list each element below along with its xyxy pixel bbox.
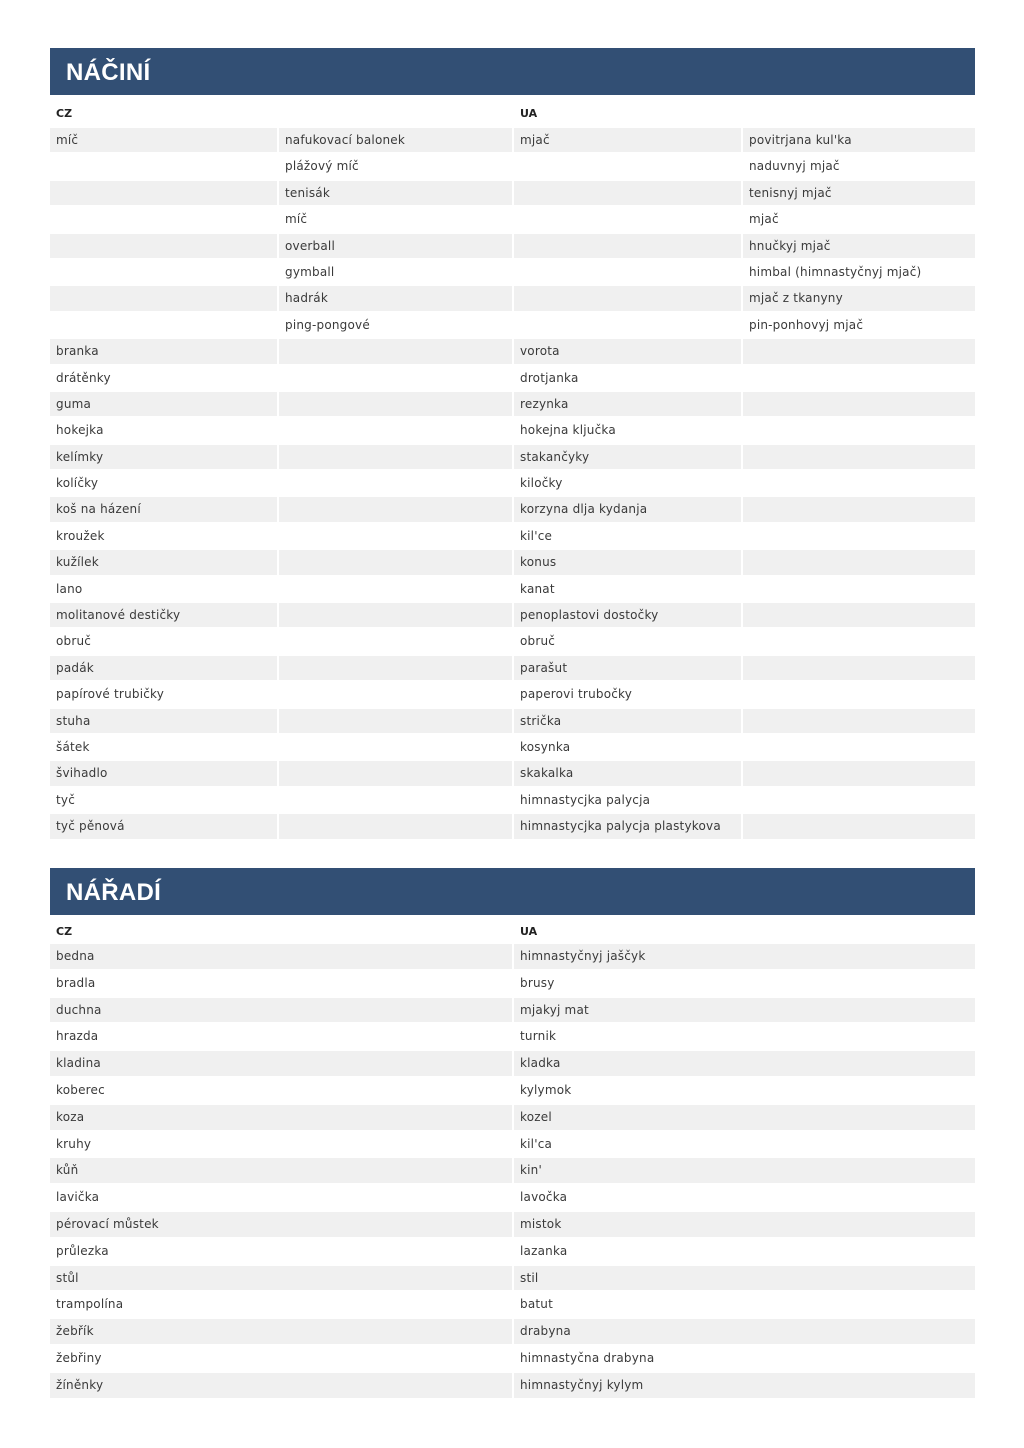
column-header-cz: CZ bbox=[56, 107, 73, 120]
column-header-row bbox=[50, 95, 975, 127]
cz-term bbox=[50, 286, 277, 310]
cz-term: žíněnky bbox=[50, 1373, 512, 1398]
ua-subterm bbox=[743, 761, 975, 785]
cz-term: lavička bbox=[56, 1190, 100, 1205]
ua-subterm bbox=[743, 366, 975, 390]
cz-term: stuha bbox=[50, 709, 277, 733]
cz-term bbox=[50, 207, 277, 231]
cz-subterm: míč bbox=[285, 212, 308, 227]
table-row bbox=[50, 444, 975, 470]
cz-subterm bbox=[279, 682, 512, 706]
ua-subterm bbox=[743, 339, 975, 363]
cz-subterm: overball bbox=[279, 234, 512, 258]
cz-term: guma bbox=[50, 392, 277, 416]
cz-term: tyč pěnová bbox=[50, 814, 277, 838]
vocab-table bbox=[50, 127, 975, 840]
cz-term: kolíčky bbox=[56, 476, 99, 491]
ua-term: skakalka bbox=[514, 761, 741, 785]
cz-term: padák bbox=[50, 656, 277, 680]
ua-term: himnastyčnyj kylym bbox=[514, 1373, 975, 1398]
cz-subterm: tenisák bbox=[279, 181, 512, 205]
table-row bbox=[50, 602, 975, 628]
cz-subterm bbox=[279, 339, 512, 363]
table-row bbox=[50, 1184, 975, 1211]
cz-term: koberec bbox=[56, 1082, 105, 1097]
table-row bbox=[50, 496, 975, 522]
ua-term: mistok bbox=[514, 1212, 975, 1237]
cz-term: koza bbox=[50, 1105, 512, 1130]
cz-term: žebřík bbox=[50, 1319, 512, 1344]
table-row bbox=[50, 1238, 975, 1265]
ua-term: kladka bbox=[514, 1051, 975, 1076]
cz-subterm bbox=[279, 788, 512, 812]
cz-term: trampolína bbox=[56, 1297, 124, 1312]
ua-subterm: povitrjana kul'ka bbox=[743, 128, 975, 152]
ua-subterm bbox=[743, 497, 975, 521]
ua-term bbox=[514, 234, 741, 258]
cz-term: bradla bbox=[56, 975, 96, 990]
ua-subterm bbox=[743, 735, 975, 759]
cz-subterm: plážový míč bbox=[285, 159, 359, 174]
section-title: NÁČINÍ bbox=[50, 48, 975, 95]
ua-term: himnastycjka palycja bbox=[520, 792, 651, 807]
table-row bbox=[50, 681, 975, 707]
cz-term bbox=[50, 154, 277, 178]
ua-subterm: pin-ponhovyj mjač bbox=[749, 317, 864, 332]
ua-term: konus bbox=[514, 550, 741, 574]
cz-subterm bbox=[279, 761, 512, 785]
table-row bbox=[50, 1291, 975, 1318]
cz-term: kladina bbox=[50, 1051, 512, 1076]
cz-term: kelímky bbox=[50, 445, 277, 469]
cz-subterm bbox=[279, 392, 512, 416]
ua-term: drotjanka bbox=[520, 370, 579, 385]
cz-subterm bbox=[279, 471, 512, 495]
cz-term: lano bbox=[56, 581, 83, 596]
table-row bbox=[50, 338, 975, 364]
ua-subterm bbox=[743, 629, 975, 653]
ua-term: turnik bbox=[520, 1029, 557, 1044]
table-row bbox=[50, 1211, 975, 1238]
ua-term bbox=[514, 181, 741, 205]
ua-term: hokejna ključka bbox=[520, 423, 616, 438]
cz-term: papírové trubičky bbox=[56, 687, 165, 702]
ua-term: kin' bbox=[514, 1158, 975, 1183]
ua-term bbox=[514, 260, 741, 284]
ua-subterm bbox=[743, 603, 975, 627]
cz-term: kužílek bbox=[50, 550, 277, 574]
ua-subterm bbox=[743, 392, 975, 416]
table-row bbox=[50, 1318, 975, 1345]
ua-term: mjakyj mat bbox=[514, 998, 975, 1023]
ua-term: kosynka bbox=[520, 739, 571, 754]
ua-subterm bbox=[743, 577, 975, 601]
cz-term: kroužek bbox=[56, 528, 105, 543]
cz-subterm bbox=[279, 709, 512, 733]
ua-term: batut bbox=[520, 1297, 553, 1312]
ua-term: brusy bbox=[520, 975, 555, 990]
cz-term: drátěnky bbox=[56, 370, 111, 385]
ua-term bbox=[514, 286, 741, 310]
table-row bbox=[50, 1345, 975, 1372]
cz-subterm bbox=[279, 524, 512, 548]
cz-term: hokejka bbox=[56, 423, 104, 438]
ua-term: kil'ca bbox=[520, 1136, 553, 1151]
cz-term: pérovací můstek bbox=[50, 1212, 512, 1237]
table-row bbox=[50, 549, 975, 575]
cz-subterm: gymball bbox=[285, 264, 335, 279]
ua-term: vorota bbox=[514, 339, 741, 363]
ua-subterm bbox=[743, 814, 975, 838]
table-row bbox=[50, 628, 975, 654]
ua-subterm: himbal (himnastyčnyj mjač) bbox=[749, 264, 922, 279]
ua-subterm: mjač z tkanyny bbox=[743, 286, 975, 310]
ua-term bbox=[514, 154, 741, 178]
cz-term: míč bbox=[50, 128, 277, 152]
ua-term: himnastycjka palycja plastykova bbox=[514, 814, 741, 838]
ua-term bbox=[514, 313, 741, 337]
cz-subterm bbox=[279, 656, 512, 680]
section-naciní bbox=[50, 48, 975, 840]
table-row bbox=[50, 312, 975, 338]
column-header-cz: CZ bbox=[56, 925, 73, 938]
table-row bbox=[50, 391, 975, 417]
ua-term: himnastyčnyj jaščyk bbox=[514, 944, 975, 969]
cz-subterm bbox=[279, 550, 512, 574]
cz-subterm bbox=[279, 603, 512, 627]
ua-term: korzyna dlja kydanja bbox=[514, 497, 741, 521]
table-row bbox=[50, 523, 975, 549]
ua-term: lavočka bbox=[520, 1190, 568, 1205]
cz-term: koš na házení bbox=[50, 497, 277, 521]
cz-subterm bbox=[279, 497, 512, 521]
ua-term: kylymok bbox=[520, 1082, 572, 1097]
ua-term: obruč bbox=[520, 634, 556, 649]
cz-term: kruhy bbox=[56, 1136, 92, 1151]
cz-term: duchna bbox=[50, 998, 512, 1023]
ua-subterm bbox=[743, 656, 975, 680]
ua-term: kil'ce bbox=[520, 528, 553, 543]
ua-term: kanat bbox=[520, 581, 555, 596]
column-header-ua: UA bbox=[520, 925, 538, 938]
ua-subterm: naduvnyj mjač bbox=[749, 159, 840, 174]
table-row bbox=[50, 1077, 975, 1104]
cz-subterm bbox=[279, 445, 512, 469]
cz-term: žebřiny bbox=[56, 1350, 102, 1365]
cz-term bbox=[50, 181, 277, 205]
ua-subterm bbox=[743, 445, 975, 469]
ua-subterm bbox=[743, 471, 975, 495]
table-row bbox=[50, 1104, 975, 1131]
cz-term: hrazda bbox=[56, 1029, 99, 1044]
cz-term: obruč bbox=[56, 634, 92, 649]
ua-term: drabyna bbox=[514, 1319, 975, 1344]
table-row bbox=[50, 1050, 975, 1077]
table-row bbox=[50, 180, 975, 206]
table-row bbox=[50, 813, 975, 839]
table-row bbox=[50, 760, 975, 786]
cz-subterm: nafukovací balonek bbox=[279, 128, 512, 152]
section-naradi bbox=[50, 868, 975, 1399]
table-row bbox=[50, 943, 975, 970]
column-header-ua: UA bbox=[520, 107, 538, 120]
table-row bbox=[50, 470, 975, 496]
ua-term: stil bbox=[514, 1266, 975, 1291]
cz-term bbox=[50, 313, 277, 337]
table-row bbox=[50, 285, 975, 311]
table-row bbox=[50, 127, 975, 153]
cz-term: šátek bbox=[56, 739, 90, 754]
ua-subterm bbox=[743, 418, 975, 442]
cz-subterm bbox=[279, 366, 512, 390]
cz-term: molitanové destičky bbox=[50, 603, 277, 627]
cz-term: tyč bbox=[56, 792, 76, 807]
table-row bbox=[50, 655, 975, 681]
cz-subterm bbox=[279, 814, 512, 838]
section-title: NÁŘADÍ bbox=[50, 868, 975, 915]
ua-subterm bbox=[743, 709, 975, 733]
table-row bbox=[50, 576, 975, 602]
ua-term: mjač bbox=[514, 128, 741, 152]
ua-term: himnastyčna drabyna bbox=[520, 1350, 655, 1365]
table-row bbox=[50, 1023, 975, 1050]
cz-subterm bbox=[279, 629, 512, 653]
ua-term: rezynka bbox=[514, 392, 741, 416]
cz-term: kůň bbox=[50, 1158, 512, 1183]
table-row bbox=[50, 708, 975, 734]
ua-subterm bbox=[743, 682, 975, 706]
table-row bbox=[50, 153, 975, 179]
table-row bbox=[50, 1157, 975, 1184]
cz-subterm: hadrák bbox=[279, 286, 512, 310]
ua-term: parašut bbox=[514, 656, 741, 680]
ua-term: lazanka bbox=[520, 1243, 568, 1258]
ua-term: stakančyky bbox=[514, 445, 741, 469]
cz-term: stůl bbox=[50, 1266, 512, 1291]
table-row bbox=[50, 970, 975, 997]
ua-subterm bbox=[743, 550, 975, 574]
cz-subterm bbox=[279, 418, 512, 442]
ua-term bbox=[514, 207, 741, 231]
cz-term: branka bbox=[50, 339, 277, 363]
cz-subterm bbox=[279, 577, 512, 601]
cz-term: švihadlo bbox=[50, 761, 277, 785]
ua-term: strička bbox=[514, 709, 741, 733]
cz-term bbox=[50, 260, 277, 284]
table-row bbox=[50, 734, 975, 760]
ua-term: paperovi trubočky bbox=[520, 687, 633, 702]
cz-term: bedna bbox=[50, 944, 512, 969]
table-row bbox=[50, 206, 975, 232]
column-header-row bbox=[50, 915, 975, 943]
ua-term: penoplastovi dostočky bbox=[514, 603, 741, 627]
ua-term: kozel bbox=[514, 1105, 975, 1130]
table-row bbox=[50, 997, 975, 1024]
ua-term: kiločky bbox=[520, 476, 563, 491]
cz-term bbox=[50, 234, 277, 258]
table-row bbox=[50, 417, 975, 443]
table-row bbox=[50, 1372, 975, 1399]
ua-subterm bbox=[743, 788, 975, 812]
table-row bbox=[50, 787, 975, 813]
cz-subterm: ping-pongové bbox=[285, 317, 370, 332]
ua-subterm: mjač bbox=[749, 212, 779, 227]
ua-subterm: tenisnyj mjač bbox=[743, 181, 975, 205]
ua-subterm bbox=[743, 524, 975, 548]
table-row bbox=[50, 1131, 975, 1158]
cz-term: průlezka bbox=[56, 1243, 109, 1258]
table-row bbox=[50, 233, 975, 259]
cz-subterm bbox=[279, 735, 512, 759]
table-row bbox=[50, 365, 975, 391]
vocab-table bbox=[50, 943, 975, 1399]
table-row bbox=[50, 259, 975, 285]
table-row bbox=[50, 1265, 975, 1292]
ua-subterm: hnučkyj mjač bbox=[743, 234, 975, 258]
